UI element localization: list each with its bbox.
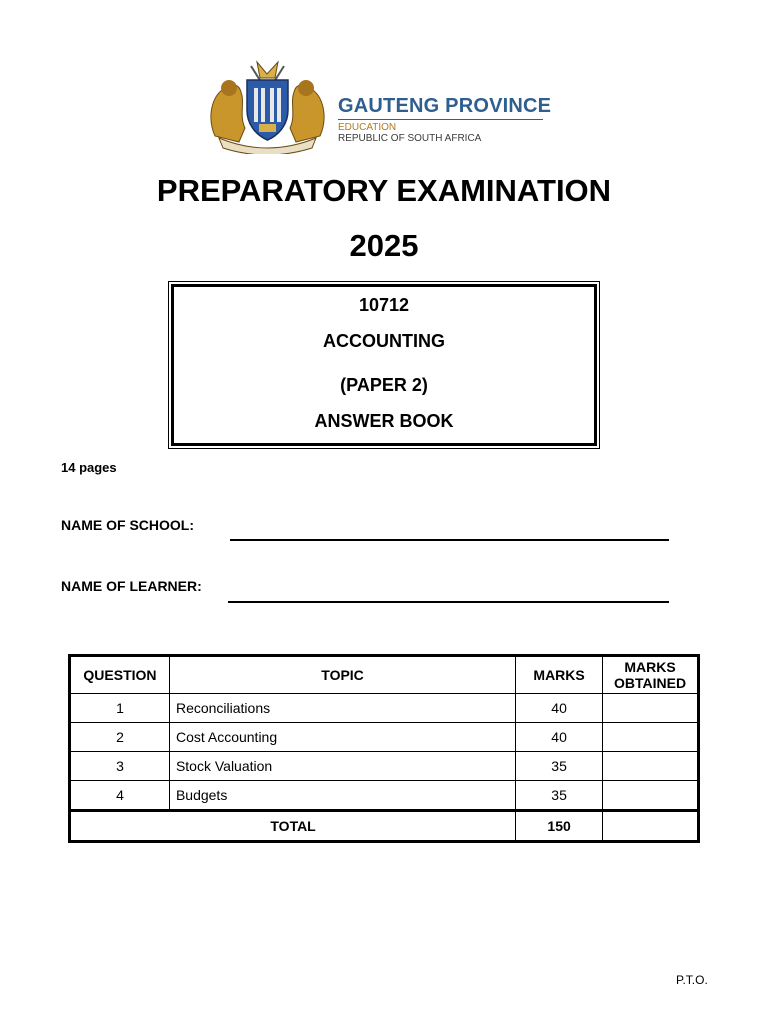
coat-of-arms-icon bbox=[205, 58, 330, 154]
question-topic: Budgets bbox=[169, 781, 515, 811]
province-underline bbox=[338, 119, 543, 120]
question-marks: 40 bbox=[516, 694, 603, 723]
department-name: EDUCATION bbox=[338, 122, 397, 133]
learner-name-label: NAME OF LEARNER: bbox=[61, 578, 202, 594]
total-label: TOTAL bbox=[70, 811, 516, 842]
school-name-label: NAME OF SCHOOL: bbox=[61, 517, 194, 533]
exam-title: PREPARATORY EXAMINATION bbox=[156, 173, 612, 208]
exam-year: 2025 bbox=[349, 228, 419, 263]
marks-table bbox=[68, 654, 700, 843]
school-name-field[interactable] bbox=[230, 539, 669, 541]
total-row bbox=[70, 811, 699, 842]
question-number: 3 bbox=[70, 752, 170, 781]
question-topic: Reconciliations bbox=[169, 694, 515, 723]
question-topic: Cost Accounting bbox=[169, 723, 515, 752]
table-header-row bbox=[70, 656, 699, 694]
question-marks: 35 bbox=[516, 781, 603, 811]
question-marks: 35 bbox=[516, 752, 603, 781]
learner-name-field[interactable] bbox=[228, 601, 669, 603]
question-number: 2 bbox=[70, 723, 170, 752]
total-obtained-cell[interactable] bbox=[603, 811, 699, 842]
header-marks-obtained: MARKS OBTAINED bbox=[603, 656, 699, 694]
header-question: QUESTION bbox=[70, 656, 170, 694]
paper-info-box bbox=[171, 284, 597, 446]
page-count: 14 pages bbox=[61, 460, 117, 475]
paper-code: 10712 bbox=[358, 295, 410, 315]
question-topic: Stock Valuation bbox=[169, 752, 515, 781]
question-marks: 40 bbox=[516, 723, 603, 752]
country-name: REPUBLIC OF SOUTH AFRICA bbox=[338, 133, 482, 144]
table-row bbox=[70, 723, 699, 752]
header-marks: MARKS bbox=[516, 656, 603, 694]
marks-obtained-cell[interactable] bbox=[603, 752, 699, 781]
paper-subject: ACCOUNTING bbox=[323, 331, 445, 351]
question-number: 1 bbox=[70, 694, 170, 723]
table-row bbox=[70, 781, 699, 811]
table-row bbox=[70, 694, 699, 723]
marks-obtained-cell[interactable] bbox=[603, 694, 699, 723]
marks-obtained-cell[interactable] bbox=[603, 781, 699, 811]
question-number: 4 bbox=[70, 781, 170, 811]
total-marks: 150 bbox=[516, 811, 603, 842]
marks-obtained-cell[interactable] bbox=[603, 723, 699, 752]
pto-note: P.T.O. bbox=[676, 973, 708, 987]
paper-kind: ANSWER BOOK bbox=[314, 411, 454, 431]
paper-number: (PAPER 2) bbox=[340, 375, 428, 395]
table-row bbox=[70, 752, 699, 781]
province-name: GAUTENG PROVINCE bbox=[338, 95, 552, 117]
header-topic: TOPIC bbox=[169, 656, 515, 694]
